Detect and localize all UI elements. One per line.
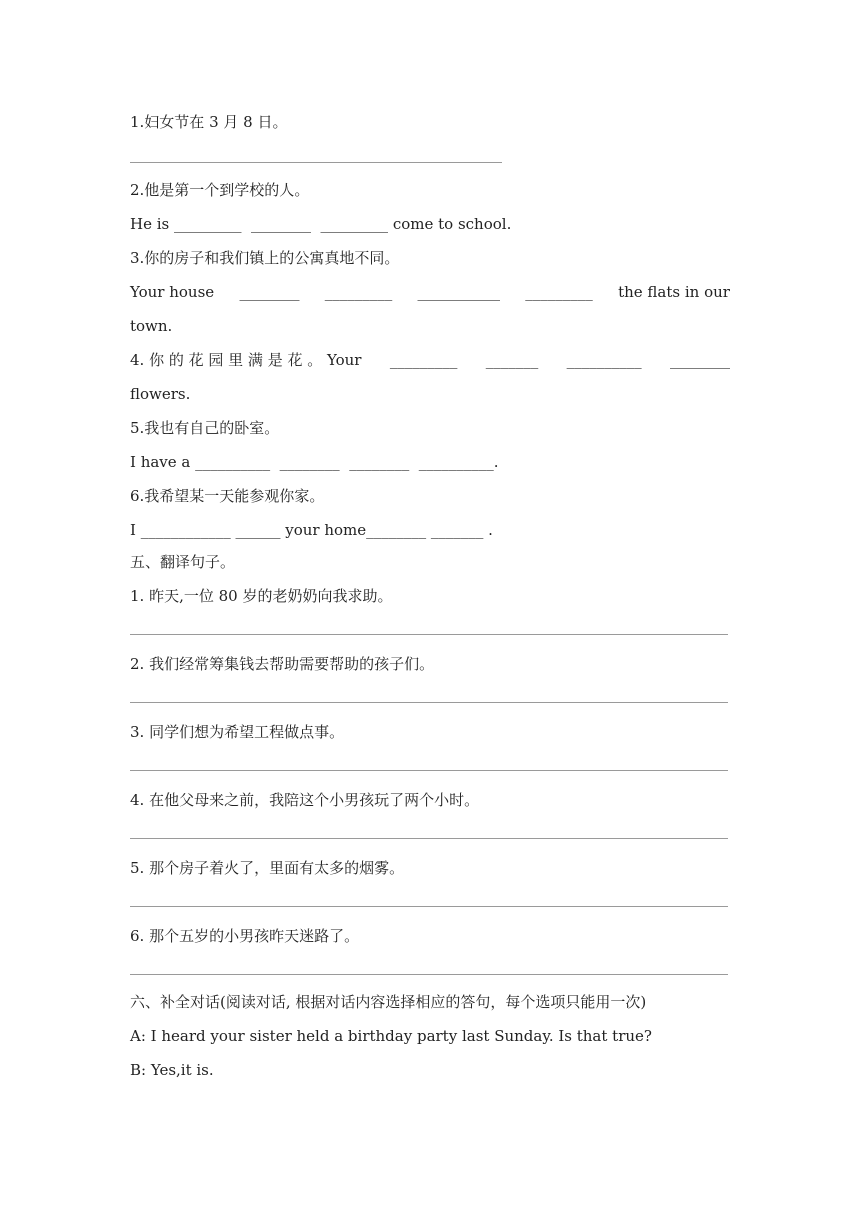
item-3-answer-line2: town.: [130, 317, 173, 335]
answer-blank: ________: [669, 351, 730, 369]
dialogue-line-b: B: Yes,it is.: [130, 1061, 214, 1079]
translate-item-2: 2. 我们经常筹集钱去帮助需要帮助的孩子们。: [130, 655, 435, 673]
item-1-answer-line: [130, 162, 502, 163]
translate-item-5: 5. 那个房子着火了，里面有太多的烟雾。: [130, 859, 405, 877]
section-6-heading: 六、补全对话(阅读对话, 根据对话内容选择相应的答句，每个选项只能用一次): [130, 993, 647, 1011]
translate-answer-line-4: [130, 838, 728, 839]
item-6-prompt: 6.我希望某一天能参观你家。: [130, 487, 325, 505]
translate-answer-line-6: [130, 974, 728, 975]
answer-part: Your house: [130, 283, 215, 301]
translate-answer-line-5: [130, 906, 728, 907]
answer-blank: _________: [389, 351, 458, 369]
item-2-prompt: 2.他是第一个到学校的人。: [130, 181, 310, 199]
item-4-line1: [130, 350, 730, 370]
item-1-prompt: 1.妇女节在 3 月 8 日。: [130, 113, 288, 131]
answer-blank: ___________: [417, 283, 500, 301]
section-5-heading: 五、翻译句子。: [130, 553, 236, 571]
item-5-prompt: 5.我也有自己的卧室。: [130, 419, 280, 437]
item-3-prompt: 3.你的房子和我们镇上的公寓真地不同。: [130, 249, 400, 267]
answer-blank: _______: [485, 351, 539, 369]
item-4-prompt: 4. 你 的 花 园 里 满 是 花 。 Your: [130, 351, 362, 369]
translate-answer-line-2: [130, 702, 728, 703]
translate-item-3: 3. 同学们想为希望工程做点事。: [130, 723, 345, 741]
item-2-answer: He is _________ ________ _________ come to school.: [130, 215, 512, 233]
translate-item-6: 6. 那个五岁的小男孩昨天迷路了。: [130, 927, 360, 945]
item-5-answer: I have a __________ ________ ________ __________.: [130, 453, 499, 471]
dialogue-line-a: A: I heard your sister held a birthday party last Sunday. Is that true?: [130, 1027, 652, 1045]
translate-item-1: 1. 昨天,一位 80 岁的老奶奶向我求助。: [130, 587, 393, 605]
answer-part: the flats in our: [618, 283, 730, 301]
item-3-answer-line1: [130, 282, 730, 302]
item-4-answer-line2: flowers.: [130, 385, 191, 403]
translate-item-4: 4. 在他父母来之前，我陪这个小男孩玩了两个小时。: [130, 791, 480, 809]
answer-blank: ________: [239, 283, 300, 301]
answer-blank: _________: [324, 283, 393, 301]
answer-blank: _________: [525, 283, 593, 301]
item-6-answer: I ____________ ______ your home________ _______ .: [130, 521, 493, 539]
answer-blank: __________: [566, 351, 642, 369]
translate-answer-line-3: [130, 770, 728, 771]
translate-answer-line-1: [130, 634, 728, 635]
